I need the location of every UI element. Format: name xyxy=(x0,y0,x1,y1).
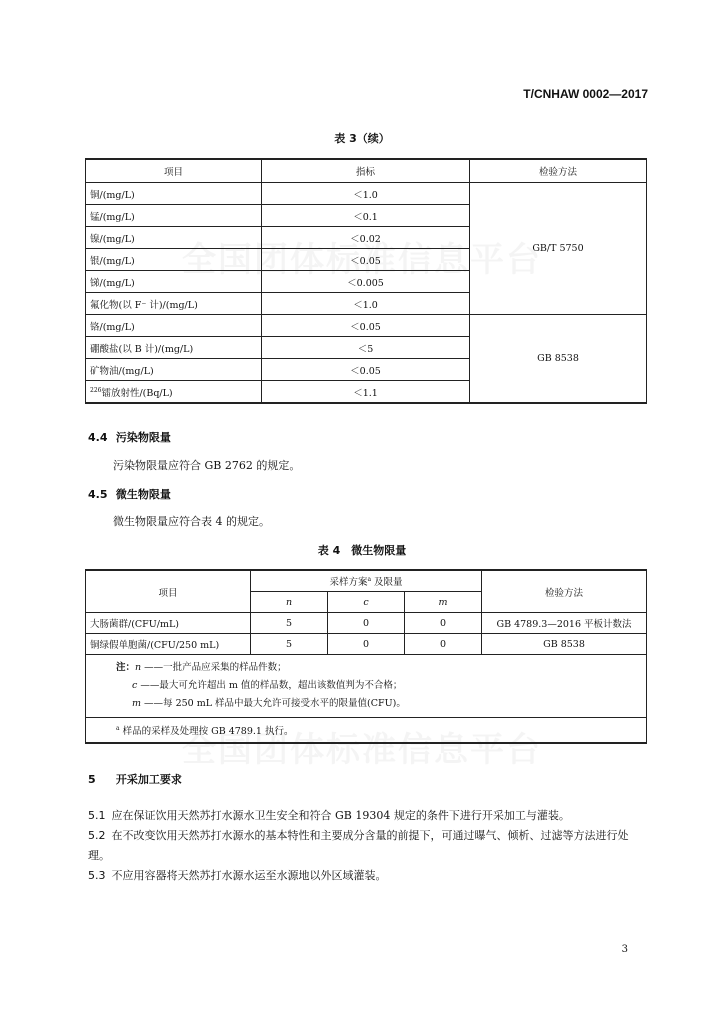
table3-item: 镍/(mg/L) xyxy=(86,227,262,249)
clause-text: 不应用容器将天然苏打水源水运至水源地以外区域灌装。 xyxy=(111,869,387,882)
table3-value: ＜0.05 xyxy=(262,249,470,271)
table3-item xyxy=(86,381,262,404)
plan-suffix: 及限量 xyxy=(371,577,403,588)
section-title: 污染物限量 xyxy=(115,431,171,444)
table3-header-item: 项目 xyxy=(86,159,262,183)
table4-header-item: 项目 xyxy=(86,570,251,613)
clause-number: 5.2 xyxy=(88,829,106,842)
table4-n: 5 xyxy=(251,634,328,655)
table3-title: 表 3（续） xyxy=(334,132,390,145)
note-symbol: n xyxy=(135,662,142,673)
table4-header-method: 检验方法 xyxy=(482,570,647,613)
table3-header-method: 检验方法 xyxy=(470,159,647,183)
page-number: 3 xyxy=(621,944,628,955)
table4-title: 表 4 微生物限量 xyxy=(317,544,407,557)
table3-value: ＜0.1 xyxy=(262,205,470,227)
document-code: T/CNHAW 0002—2017 xyxy=(523,87,648,101)
table4-m: 0 xyxy=(405,634,482,655)
table4-footnote xyxy=(86,718,647,744)
table3-item: 铜/(mg/L) xyxy=(86,183,262,205)
table4-header-c: c xyxy=(328,592,405,613)
table3-value: ＜1.0 xyxy=(262,293,470,315)
section-number: 4.4 xyxy=(88,431,108,444)
superscript: a xyxy=(367,575,372,583)
note-line-2 xyxy=(116,677,640,695)
table3-item: 矿物油/(mg/L) xyxy=(86,359,262,381)
section-title: 开采加工要求 xyxy=(115,773,182,786)
table-row xyxy=(86,315,647,337)
table3-value: ＜5 xyxy=(262,337,470,359)
clause-5-1 xyxy=(88,806,648,826)
table4-note xyxy=(86,655,647,718)
table3 xyxy=(85,158,647,404)
table3-item: 铬/(mg/L) xyxy=(86,315,262,337)
table3-item: 硼酸盐(以 B 计)/(mg/L) xyxy=(86,337,262,359)
table3-value: ＜1.1 xyxy=(262,381,470,404)
clause-number: 5.3 xyxy=(88,869,106,882)
table4-header-row xyxy=(86,570,647,592)
clause-text: 应在保证饮用天然苏打水源水卫生安全和符合 GB 19304 规定的条件下进行开采加工与灌装。 xyxy=(111,809,570,822)
table-row xyxy=(86,183,647,205)
table3-value: ＜0.02 xyxy=(262,227,470,249)
table4-c: 0 xyxy=(328,634,405,655)
table3-value: ＜0.05 xyxy=(262,315,470,337)
clause-number: 5.1 xyxy=(88,809,106,822)
table4-footnote-row xyxy=(86,718,647,744)
superscript: 226 xyxy=(90,386,102,394)
note-line-3 xyxy=(116,695,640,713)
table4-item: 大肠菌群/(CFU/mL) xyxy=(86,613,251,634)
clause-text: 在不改变饮用天然苏打水源水的基本特性和主要成分含量的前提下，可通过曝气、倾析、过滤等方法进行处理。 xyxy=(88,829,629,862)
section-title: 微生物限量 xyxy=(115,488,171,501)
note-symbol: c xyxy=(132,680,138,691)
table3-item: 氟化物(以 F⁻ 计)/(mg/L) xyxy=(86,293,262,315)
footnote-text: 样品的采样及处理按 GB 4789.1 执行。 xyxy=(122,726,294,737)
note-text: ——每 250 mL 样品中最大允许可接受水平的限量值(CFU)。 xyxy=(144,698,406,709)
section-5-heading xyxy=(88,771,182,787)
table4-m: 0 xyxy=(405,613,482,634)
table3-item: 锰/(mg/L) xyxy=(86,205,262,227)
table3-value: ＜0.005 xyxy=(262,271,470,293)
note-text: ——最大可允许超出 m 值的样品数，超出该数值判为不合格； xyxy=(140,680,403,691)
table4-item: 铜绿假单胞菌/(CFU/250 mL) xyxy=(86,634,251,655)
table3-item: 锑/(mg/L) xyxy=(86,271,262,293)
table3-item-text: 镭放射性/(Bq/L) xyxy=(101,387,173,399)
table4-method: GB 8538 xyxy=(482,634,647,655)
table3-value: ＜0.05 xyxy=(262,359,470,381)
note-head: 注： xyxy=(116,662,136,673)
table4 xyxy=(85,569,647,744)
section-4-5-heading xyxy=(88,486,171,502)
table4-header-m: m xyxy=(405,592,482,613)
plan-label: 采样方案 xyxy=(329,577,368,588)
section-4-4-heading xyxy=(88,429,171,445)
note-symbol: m xyxy=(132,698,142,709)
clause-5-2 xyxy=(88,826,648,866)
section-4-5-text: 微生物限量应符合表 4 的规定。 xyxy=(113,515,270,528)
table4-c: 0 xyxy=(328,613,405,634)
section-4-4-text: 污染物限量应符合 GB 2762 的规定。 xyxy=(113,459,301,472)
table3-header-value: 指标 xyxy=(262,159,470,183)
table3-method: GB 8538 xyxy=(470,315,647,404)
superscript: a xyxy=(116,724,120,732)
clause-5-3 xyxy=(88,866,648,886)
note-line-1 xyxy=(116,659,640,677)
note-text: ——一批产品应采集的样品件数； xyxy=(144,662,287,673)
section-number: 4.5 xyxy=(88,488,108,501)
table4-note-row xyxy=(86,655,647,718)
table-row xyxy=(86,613,647,634)
table4-header-n: n xyxy=(251,592,328,613)
table3-value: ＜1.0 xyxy=(262,183,470,205)
table3-header-row xyxy=(86,159,647,183)
table3-item: 银/(mg/L) xyxy=(86,249,262,271)
table4-header-plan xyxy=(251,570,482,592)
section-number: 5 xyxy=(88,773,96,786)
table4-n: 5 xyxy=(251,613,328,634)
table-row xyxy=(86,634,647,655)
table4-method: GB 4789.3—2016 平板计数法 xyxy=(482,613,647,634)
table3-method: GB/T 5750 xyxy=(470,183,647,315)
